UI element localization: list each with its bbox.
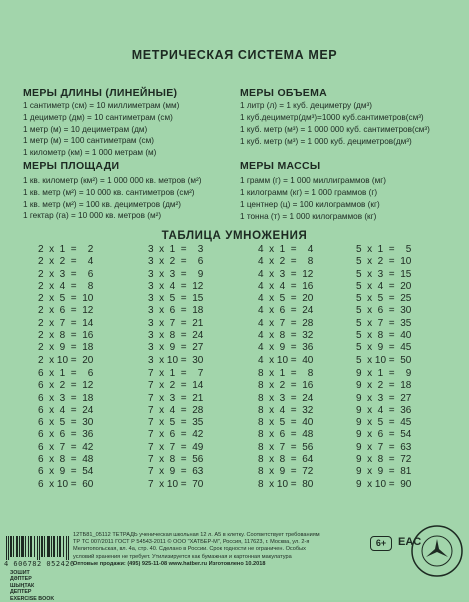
table-row: 8 x 4 = 32: [258, 404, 314, 416]
table-row: 8 x 3 = 24: [258, 392, 314, 404]
table-row: 4 x 2 = 8: [258, 256, 314, 268]
table-row: 5 x 9 = 45: [356, 342, 412, 354]
table-row: 4 x 1 = 4: [258, 244, 314, 255]
table-row: 9 x 5 = 45: [356, 417, 412, 429]
table-row: 5 x 7 = 35: [356, 317, 412, 329]
table-column-7: [148, 368, 228, 491]
table-row: 8 x 5 = 40: [258, 417, 314, 429]
table-row: 9 x 2 = 18: [356, 380, 412, 392]
length-heading: МЕРЫ ДЛИНЫ (ЛИНЕЙНЫЕ): [23, 87, 178, 99]
table-row: 3 x 9 = 27: [148, 342, 204, 354]
table-column-4: [258, 244, 338, 367]
table-row: 5 x 5 = 25: [356, 293, 412, 305]
table-row: 7 x 5 = 35: [148, 417, 204, 429]
table-row: 2 x 3 = 6: [38, 268, 94, 280]
table-row: 4 x 4 = 16: [258, 280, 314, 292]
table-row: 3 x 7 = 21: [148, 317, 204, 329]
table-row: 9 x 1 = 9: [356, 368, 412, 379]
table-row: 6 x 10 = 60: [38, 478, 94, 490]
table-row: 7 x 3 = 21: [148, 392, 204, 404]
table-row: 3 x 5 = 15: [148, 293, 204, 305]
product-info: [73, 532, 328, 568]
table-row: 8 x 2 = 16: [258, 380, 314, 392]
table-row: 9 x 7 = 63: [356, 441, 412, 453]
table-column-2: [38, 244, 118, 367]
area-line: 1 кв. километр (км²) = 1 000 000 кв. метров (м²): [23, 176, 202, 185]
table-row: 9 x 10 = 90: [356, 478, 412, 490]
table-row: 6 x 1 = 6: [38, 368, 94, 379]
area-line: 1 кв. метр (м²) = 100 кв. дециметров (дм²): [23, 200, 181, 209]
table-row: 4 x 10 = 40: [258, 354, 314, 366]
quality-seal-icon: [410, 524, 464, 578]
table-row: 2 x 4 = 8: [38, 280, 94, 292]
table-row: 2 x 7 = 14: [38, 317, 94, 329]
table-row: 2 x 6 = 12: [38, 305, 94, 317]
table-row: 4 x 3 = 12: [258, 268, 314, 280]
table-row: 9 x 4 = 36: [356, 404, 412, 416]
area-line: 1 гектар (га) = 10 000 кв. метров (м²): [23, 211, 162, 220]
table-row: 9 x 9 = 81: [356, 466, 412, 478]
mass-heading: МЕРЫ МАССЫ: [240, 160, 321, 172]
table-row: 6 x 2 = 12: [38, 380, 94, 392]
barcode-icon: [6, 536, 70, 560]
product-name-label: ШЫҢТАК: [10, 582, 35, 589]
table-row: 5 x 10 = 50: [356, 354, 412, 366]
table-row: 7 x 1 = 7: [148, 368, 204, 379]
table-row: 5 x 8 = 40: [356, 330, 412, 342]
volume-line: 1 литр (л) = 1 куб. дециметру (дм³): [240, 101, 372, 110]
table-row: 8 x 8 = 64: [258, 454, 314, 466]
table-row: 7 x 7 = 49: [148, 441, 204, 453]
table-row: 8 x 9 = 72: [258, 466, 314, 478]
table-row: 4 x 5 = 20: [258, 293, 314, 305]
table-row: 5 x 3 = 15: [356, 268, 412, 280]
table-row: 3 x 2 = 6: [148, 256, 204, 268]
table-row: 8 x 6 = 48: [258, 429, 314, 441]
product-name-label: ДЕПТЕР: [10, 589, 32, 596]
table-row: 5 x 1 = 5: [356, 244, 412, 255]
volume-line: 1 куб. метр (м³) = 1 000 куб. дециметров(дм³): [240, 137, 412, 146]
table-row: 4 x 9 = 36: [258, 342, 314, 354]
length-line: 1 метр (м) = 100 сантиметрам (см): [23, 136, 155, 145]
table-row: 4 x 7 = 28: [258, 317, 314, 329]
multiplication-table-title: ТАБЛИЦА УМНОЖЕНИЯ: [161, 230, 308, 242]
product-name-label: EXERCISE BOOK: [10, 595, 55, 602]
table-row: 9 x 8 = 72: [356, 454, 412, 466]
age-rating-badge: 6+: [370, 536, 392, 551]
table-row: 3 x 10 = 30: [148, 354, 204, 366]
length-line: 1 дециметр (дм) = 10 сантиметрам (см): [23, 113, 173, 122]
length-line: 1 сантиметр (см) = 10 миллиметрам (мм): [23, 101, 180, 110]
table-row: 7 x 2 = 14: [148, 380, 204, 392]
table-row: 4 x 6 = 24: [258, 305, 314, 317]
table-column-5: [356, 244, 436, 367]
table-row: 5 x 4 = 20: [356, 280, 412, 292]
table-row: 2 x 2 = 4: [38, 256, 94, 268]
product-text: 12ТБ81_05112 ТЕТРАДЬ ученическая школьная 12 л. А5 в клетку. Соответствует требованиям ТР ТС 007/2011 ГОСТ Р 54543-2011 © ООО "ХАТБЕР-М", Россия, 117623, г. Москва, ул. 2-я Мелитопольская, вл. 4а, стр. 40. Сделано в России. Срок годности не ограничен. Особых условий хранения не требует. Утилизируется как бумажная и картонная макулатура: [73, 532, 320, 560]
table-row: 6 x 5 = 30: [38, 417, 94, 429]
mass-line: 1 килограмм (кг) = 1 000 граммов (г): [240, 188, 378, 197]
table-row: 7 x 10 = 70: [148, 478, 204, 490]
table-column-3: [148, 244, 228, 367]
table-row: 4 x 8 = 32: [258, 330, 314, 342]
length-line: 1 метр (м) = 10 дециметрам (дм): [23, 125, 148, 134]
table-row: 7 x 8 = 56: [148, 454, 204, 466]
length-line: 1 километр (км) = 1 000 метрам (м): [23, 148, 157, 157]
table-row: 6 x 8 = 48: [38, 454, 94, 466]
table-row: 6 x 7 = 42: [38, 441, 94, 453]
table-row: 2 x 9 = 18: [38, 342, 94, 354]
table-row: 2 x 10 = 20: [38, 354, 94, 366]
table-row: 7 x 9 = 63: [148, 466, 204, 478]
table-row: 5 x 6 = 30: [356, 305, 412, 317]
table-row: 6 x 6 = 36: [38, 429, 94, 441]
table-column-6: [38, 368, 118, 491]
table-row: 5 x 2 = 10: [356, 256, 412, 268]
table-row: 7 x 4 = 28: [148, 404, 204, 416]
table-row: 8 x 10 = 80: [258, 478, 314, 490]
product-name-stack: [10, 570, 54, 602]
table-row: 9 x 3 = 27: [356, 392, 412, 404]
barcode-number: 4 606782 052426: [4, 560, 75, 568]
product-name-label: ЗОШИТ: [10, 570, 30, 576]
table-row: 2 x 5 = 10: [38, 293, 94, 305]
wholesale-info: Оптовые продажи: (495) 925-11-08 www.hatber.ru Изготовлено 10.2018: [73, 560, 266, 567]
table-row: 6 x 3 = 18: [38, 392, 94, 404]
table-row: 8 x 7 = 56: [258, 441, 314, 453]
eac-mark: EAC: [398, 536, 422, 548]
volume-line: 1 куб.дециметр(дм³)=1000 куб.сантиметров(см³): [240, 113, 424, 122]
table-column-8: [258, 368, 338, 491]
table-row: 3 x 1 = 3: [148, 244, 204, 255]
table-column-9: [356, 368, 436, 491]
mass-line: 1 центнер (ц) = 100 килограммов (кг): [240, 200, 380, 209]
table-row: 6 x 9 = 54: [38, 466, 94, 478]
table-row: 9 x 6 = 54: [356, 429, 412, 441]
table-row: 3 x 3 = 9: [148, 268, 204, 280]
table-row: 3 x 6 = 18: [148, 305, 204, 317]
mass-line: 1 грамм (г) = 1 000 миллиграммов (мг): [240, 176, 386, 185]
table-row: 2 x 1 = 2: [38, 244, 94, 255]
volume-line: 1 куб. метр (м³) = 1 000 000 куб. сантиметров(см³): [240, 125, 430, 134]
product-name-label: ДӘПТЕР: [10, 576, 32, 583]
area-line: 1 кв. метр (м²) = 10 000 кв. сантиметров (см²): [23, 188, 195, 197]
table-row: 3 x 8 = 24: [148, 330, 204, 342]
table-row: 7 x 6 = 42: [148, 429, 204, 441]
mass-line: 1 тонна (т) = 1 000 килограммов (кг): [240, 212, 377, 221]
volume-heading: МЕРЫ ОБЪЕМА: [240, 87, 328, 99]
table-row: 3 x 4 = 12: [148, 280, 204, 292]
table-row: 6 x 4 = 24: [38, 404, 94, 416]
area-heading: МЕРЫ ПЛОЩАДИ: [23, 160, 120, 172]
page-title: МЕТРИЧЕСКАЯ СИСТЕМА МЕР: [131, 48, 338, 62]
table-row: 8 x 1 = 8: [258, 368, 314, 379]
table-row: 2 x 8 = 16: [38, 330, 94, 342]
